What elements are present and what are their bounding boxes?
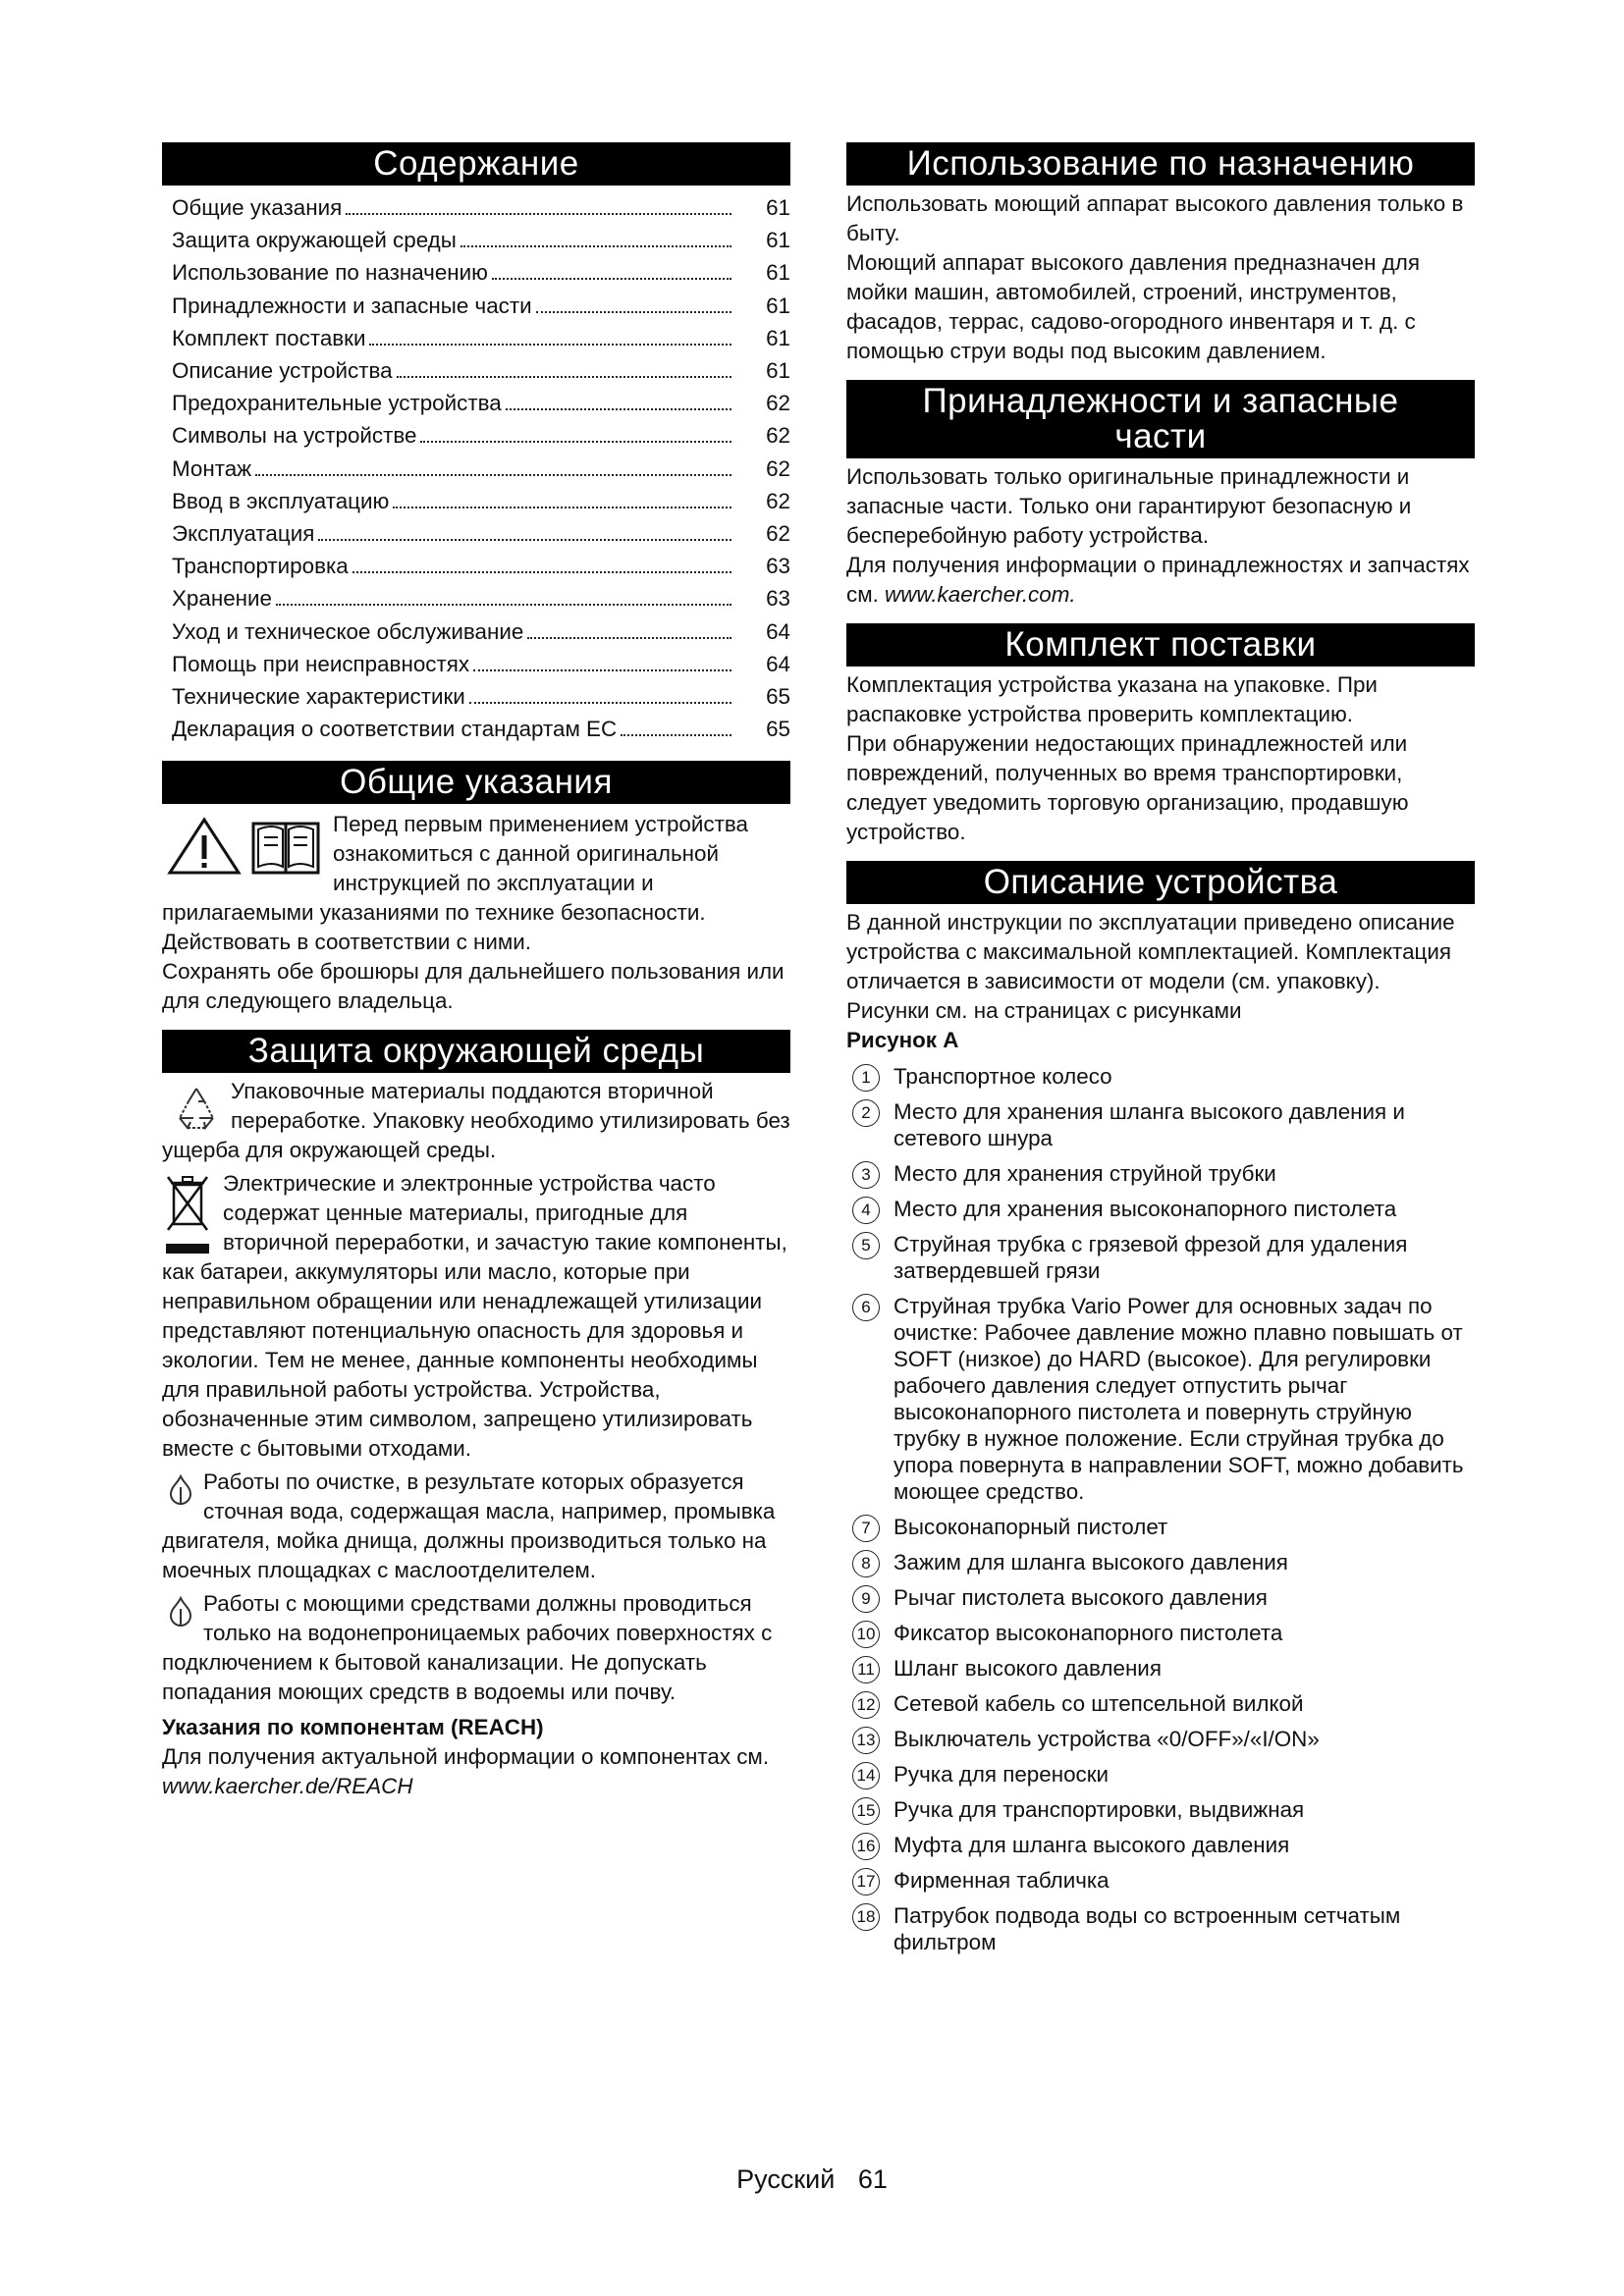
toc-entry-page: 61 xyxy=(766,260,790,286)
reach-title: Указания по компонентам (REACH) xyxy=(162,1715,544,1740)
item-number-badge: 5 xyxy=(852,1232,880,1259)
toc-entry-title: Монтаж xyxy=(172,455,252,481)
toc-entry-title: Символы на устройстве xyxy=(172,423,417,449)
toc-leader-dots xyxy=(393,507,731,508)
description-list-item xyxy=(846,1514,1475,1540)
toc-leader-dots xyxy=(397,376,731,378)
environment-detergent-text: Работы с моющими средствами должны проводиться только на водонепроницаемых рабочих поверхностях с подключением к бытовой канализации. Не допускать попадания моющих средств в водоемы или почву. xyxy=(162,1591,773,1705)
description-list-item xyxy=(846,1867,1475,1894)
toc-leader-dots xyxy=(492,278,731,280)
toc-entry[interactable] xyxy=(162,485,790,517)
scope-text-1: Комплектация устройства указана на упаковке. При распаковке устройства проверить комплектацию. xyxy=(846,672,1378,726)
intended-use-heading: Использование по назначению xyxy=(846,142,1475,186)
toc-entry-page: 65 xyxy=(766,684,790,710)
description-text-2: Рисунки см. на страницах с рисунками xyxy=(846,998,1242,1023)
toc-entry[interactable] xyxy=(162,322,790,354)
description-list-item xyxy=(846,1761,1475,1788)
accessories-paragraph-2 xyxy=(846,551,1475,610)
accessories-text-2: Для получения информации о принадлежностях и запчастях см. xyxy=(846,553,1470,607)
toc-leader-dots xyxy=(473,669,731,671)
warning-manual-icons xyxy=(166,816,321,877)
toc-leader-dots xyxy=(352,571,731,573)
item-text: Зажим для шланга высокого давления xyxy=(893,1550,1288,1575)
toc-entry-title: Комплект поставки xyxy=(172,325,366,350)
figure-label: Рисунок А xyxy=(846,1028,959,1052)
toc-leader-dots xyxy=(527,637,731,639)
footer-page-number: 61 xyxy=(857,2164,888,2194)
item-number-badge: 6 xyxy=(852,1294,880,1321)
description-text-1: В данной инструкции по эксплуатации приведено описание устройства с максимальной комплектацией. Комплектация отличается в зависимости от модели (см. упаковку). xyxy=(846,910,1455,993)
item-text: Ручка для переноски xyxy=(893,1762,1110,1787)
item-text: Патрубок подвода воды со встроенным сетчатым фильтром xyxy=(893,1903,1401,1954)
toc-leader-dots xyxy=(318,539,731,541)
detergent-drop-icon xyxy=(164,1595,197,1629)
environment-recycle-text: Упаковочные материалы поддаются вторичной переработке. Упаковку необходимо утилизировать без ущерба для окружающей среды. xyxy=(162,1079,790,1163)
item-text: Ручка для транспортировки, выдвижная xyxy=(893,1797,1305,1822)
scope-text-2: При обнаружении недостающих принадлежностей или повреждений, полученных во время транспортировки, следует уведомить торговую организацию, продавшую устройство. xyxy=(846,731,1409,844)
item-number-badge: 16 xyxy=(852,1833,880,1860)
toc-entry-title: Технические характеристики xyxy=(172,684,465,710)
item-text: Струйная трубка Vario Power для основных задач по очистке: Рабочее давление можно плавно повышать от SOFT (низкое) до HARD (высокое). Для регулировки рабочего давления следует отпустить рычаг высоконапорного пистолета и повернуть струйную трубку в нужное положение. Если струйная трубка до упора повернута в направлении SOFT, можно добавить моющее средство. xyxy=(893,1294,1464,1504)
accessories-text-1: Использовать только оригинальные принадлежности и запасные части. Только они гарантируют безопасную и бесперебойную работу устройства. xyxy=(846,464,1412,548)
intended-use-text-2: Моющий аппарат высокого давления предназначен для мойки машин, автомобилей, строений, инструментов, фасадов, террас, садово-огородного инвентаря и т. д. с помощью струи воды под высоким давлением. xyxy=(846,250,1420,363)
description-list-item xyxy=(846,1231,1475,1284)
recycle-icon xyxy=(172,1083,221,1132)
scope-section xyxy=(846,623,1475,847)
toc-leader-dots xyxy=(506,408,731,410)
toc-entry[interactable] xyxy=(162,224,790,256)
toc-entry-page: 62 xyxy=(766,521,790,547)
description-list xyxy=(846,1063,1475,1955)
toc-entry[interactable] xyxy=(162,615,790,648)
toc-entry[interactable] xyxy=(162,680,790,713)
read-manual-icon xyxy=(250,816,321,877)
toc-leader-dots xyxy=(536,311,731,313)
reach-text: Для получения актуальной информации о компонентах см. xyxy=(162,1744,770,1770)
toc-entry-title: Защита окружающей среды xyxy=(172,228,457,253)
toc-entry-title: Уход и техническое обслуживание xyxy=(172,618,524,644)
toc-entry[interactable] xyxy=(162,191,790,224)
toc-entry-page: 61 xyxy=(766,195,790,220)
toc-leader-dots xyxy=(346,213,731,215)
item-number-badge: 9 xyxy=(852,1585,880,1613)
toc-entry-title: Декларация о соответствии стандартам ЕС xyxy=(172,717,618,742)
item-text: Высоконапорный пистолет xyxy=(893,1515,1168,1539)
oil-drop-icon xyxy=(164,1473,197,1507)
reach-paragraph xyxy=(162,1742,790,1801)
toc-entry-title: Общие указания xyxy=(172,195,343,220)
item-number-badge: 7 xyxy=(852,1515,880,1542)
description-section xyxy=(846,861,1475,1955)
description-heading: Описание устройства xyxy=(846,861,1475,904)
toc-leader-dots xyxy=(420,441,731,443)
description-list-item xyxy=(846,1098,1475,1151)
item-text: Шланг высокого давления xyxy=(893,1656,1162,1681)
toc-entry-page: 61 xyxy=(766,325,790,350)
scope-heading: Комплект поставки xyxy=(846,623,1475,667)
toc-entry-page: 64 xyxy=(766,618,790,644)
item-text: Муфта для шланга высокого давления xyxy=(893,1833,1290,1857)
toc-entry-title: Хранение xyxy=(172,586,272,612)
item-number-badge: 15 xyxy=(852,1797,880,1825)
description-list-item xyxy=(846,1293,1475,1505)
toc-entry[interactable] xyxy=(162,648,790,680)
item-text: Место для хранения шланга высокого давления и сетевого шнура xyxy=(893,1099,1405,1150)
item-number-badge: 10 xyxy=(852,1621,880,1648)
item-number-badge: 4 xyxy=(852,1197,880,1224)
description-list-item xyxy=(846,1549,1475,1575)
toc-list xyxy=(162,191,790,745)
description-list-item xyxy=(846,1160,1475,1187)
toc-heading: Содержание xyxy=(162,142,790,186)
toc-entry-page: 61 xyxy=(766,228,790,253)
item-text: Выключатель устройства «0/OFF»/«I/ON» xyxy=(893,1727,1320,1751)
toc-entry[interactable] xyxy=(162,713,790,745)
accessories-heading-line-1: Принадлежности и запасные xyxy=(922,382,1399,420)
toc-entry[interactable] xyxy=(162,453,790,485)
toc-entry[interactable] xyxy=(162,290,790,322)
toc-entry-page: 65 xyxy=(766,717,790,742)
toc-entry-page: 62 xyxy=(766,455,790,481)
environment-heading: Защита окружающей среды xyxy=(162,1030,790,1073)
right-column xyxy=(846,142,1475,1969)
toc-entry-title: Использование по назначению xyxy=(172,260,488,286)
toc-entry-page: 63 xyxy=(766,554,790,579)
crossed-bin-icon xyxy=(164,1173,211,1257)
toc-entry-title: Эксплуатация xyxy=(172,521,315,547)
toc-leader-dots xyxy=(369,344,731,346)
item-number-badge: 2 xyxy=(852,1099,880,1127)
item-number-badge: 17 xyxy=(852,1868,880,1896)
item-number-badge: 11 xyxy=(852,1656,880,1683)
toc-leader-dots xyxy=(255,474,731,476)
description-list-item xyxy=(846,1796,1475,1823)
toc-entry[interactable] xyxy=(162,582,790,614)
toc-entry[interactable] xyxy=(162,354,790,387)
item-number-badge: 13 xyxy=(852,1727,880,1754)
toc-entry[interactable] xyxy=(162,419,790,452)
toc-entry-title: Транспортировка xyxy=(172,554,349,579)
toc-entry-title: Принадлежности и запасные части xyxy=(172,293,532,318)
description-list-item xyxy=(846,1832,1475,1858)
toc-entry-title: Описание устройства xyxy=(172,358,393,384)
toc-leader-dots xyxy=(276,604,731,606)
general-heading: Общие указания xyxy=(162,761,790,804)
description-list-item xyxy=(846,1063,1475,1090)
left-column xyxy=(162,142,790,1815)
environment-weee-text: Электрические и электронные устройства часто содержат ценные материалы, пригодные для вторичной переработки, и зачастую такие компоненты, как батареи, аккумуляторы или масло, которые при неправильном обращении или ненадлежащей утилизации представляют потенциальную опасность для здоровья и экологии. Тем не менее, данные компоненты необходимы для правильной работы устройства. Устройства, обозначенные этим символом, запрещено утилизировать вместе с бытовыми отходами. xyxy=(162,1171,787,1462)
footer-language: Русский xyxy=(736,2164,836,2194)
toc-entry-page: 62 xyxy=(766,488,790,513)
item-text: Фирменная табличка xyxy=(893,1868,1110,1893)
description-list-item xyxy=(846,1690,1475,1717)
toc-entry[interactable] xyxy=(162,256,790,289)
toc-entry-title: Помощь при неисправностях xyxy=(172,651,470,676)
accessories-heading xyxy=(846,380,1475,458)
warning-triangle-icon xyxy=(166,816,243,877)
environment-section xyxy=(162,1030,790,1801)
item-number-badge: 3 xyxy=(852,1161,880,1189)
intended-use-text-1: Использовать моющий аппарат высокого давления только в быту. xyxy=(846,191,1464,245)
intended-use-section xyxy=(846,142,1475,366)
accessories-section xyxy=(846,380,1475,610)
description-list-item xyxy=(846,1196,1475,1222)
description-list-item xyxy=(846,1902,1475,1955)
item-number-badge: 8 xyxy=(852,1550,880,1577)
toc-section xyxy=(162,142,790,745)
item-text: Транспортное колесо xyxy=(893,1064,1112,1089)
toc-leader-dots xyxy=(621,734,731,736)
toc-entry-title: Ввод в эксплуатацию xyxy=(172,488,390,513)
general-section xyxy=(162,761,790,1016)
toc-entry-page: 63 xyxy=(766,586,790,612)
toc-entry-title: Предохранительные устройства xyxy=(172,391,502,416)
item-number-badge: 14 xyxy=(852,1762,880,1789)
toc-entry[interactable] xyxy=(162,550,790,582)
general-text-1: Перед первым применением устройства ознакомиться с данной оригинальной инструкцией по эксплуатации и прилагаемыми указаниями по технике безопасности. Действовать в соответствии с ними. xyxy=(162,812,748,955)
accessories-heading-line-2: части xyxy=(1114,417,1207,455)
general-text-2: Сохранять обе брошюры для дальнейшего пользования или для следующего владельца. xyxy=(162,959,785,1014)
environment-oil-text: Работы по очистке, в результате которых образуется сточная вода, содержащая масла, например, промывка двигателя, мойка днища, должны производиться только на моечных площадках с маслоотделителем. xyxy=(162,1469,776,1583)
toc-entry-page: 62 xyxy=(766,391,790,416)
item-number-badge: 1 xyxy=(852,1064,880,1092)
toc-entry[interactable] xyxy=(162,387,790,419)
toc-leader-dots xyxy=(469,702,731,704)
description-list-item xyxy=(846,1726,1475,1752)
item-text: Место для хранения высоконапорного пистолета xyxy=(893,1197,1397,1221)
item-text: Фиксатор высоконапорного пистолета xyxy=(893,1621,1283,1645)
item-text: Место для хранения струйной трубки xyxy=(893,1161,1276,1186)
toc-entry-page: 62 xyxy=(766,423,790,449)
item-number-badge: 12 xyxy=(852,1691,880,1719)
reach-link[interactable]: www.kaercher.de/REACH xyxy=(162,1774,413,1799)
toc-entry-page: 64 xyxy=(766,651,790,676)
toc-leader-dots xyxy=(460,245,731,247)
page-footer xyxy=(0,2164,1624,2195)
item-text: Струйная трубка с грязевой фрезой для удаления затвердевшей грязи xyxy=(893,1232,1408,1283)
description-list-item xyxy=(846,1655,1475,1682)
description-list-item xyxy=(846,1584,1475,1611)
item-text: Сетевой кабель со штепсельной вилкой xyxy=(893,1691,1304,1716)
toc-entry-page: 61 xyxy=(766,293,790,318)
description-list-item xyxy=(846,1620,1475,1646)
accessories-link[interactable]: www.kaercher.com. xyxy=(885,582,1076,607)
toc-entry-page: 61 xyxy=(766,358,790,384)
item-number-badge: 18 xyxy=(852,1903,880,1931)
item-text: Рычаг пистолета высокого давления xyxy=(893,1585,1268,1610)
toc-entry[interactable] xyxy=(162,517,790,550)
